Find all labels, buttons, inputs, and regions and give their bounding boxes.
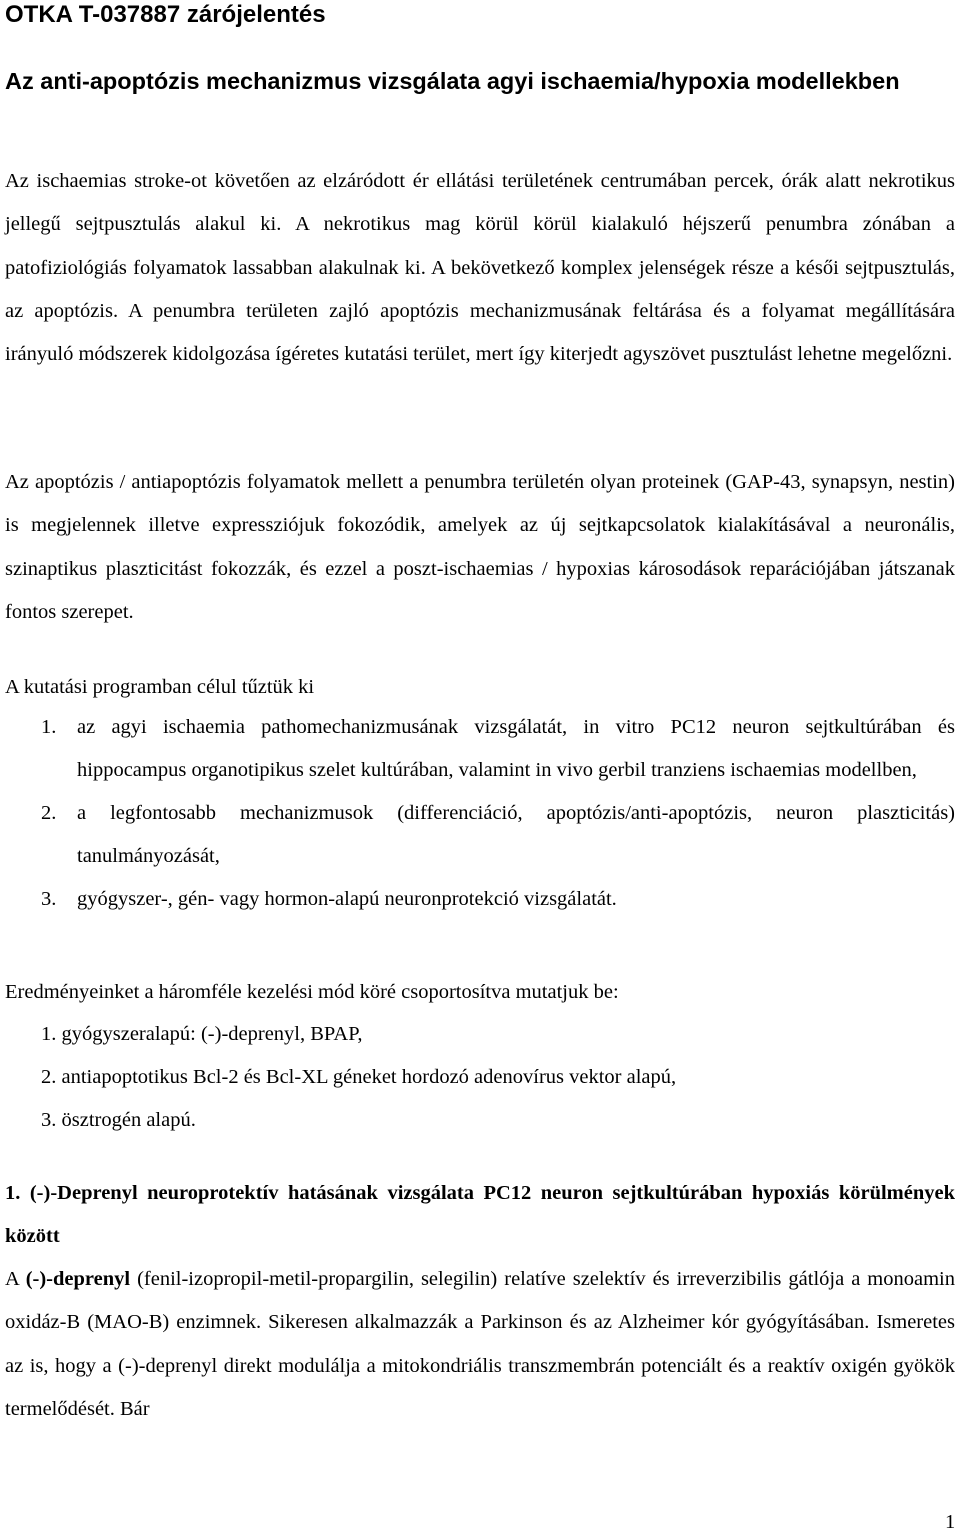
paragraph-body: (fenil-izopropil-metil-propargilin, selegilin) relatíve szelektív és irreverzibilis gátlója a monoamin oxidáz-B (MAO-B) enzimnek. Sikeresen alkalmazzák a Parkinson és az Alzheimer kór gyógyításában. Ismeretes az is, hogy a (-)-deprenyl direkt modulálja a mitokondriális transzmembrán potenciált és a reaktív oxigén gyökök termelődését. Bár [5,1268,955,1420]
paragraph-lead: A [5,1268,26,1290]
list-item: 3. ösztrogén alapú. [41,1109,196,1131]
results-intro: Eredményeinket a háromféle kezelési mód köré csoportosítva mutatjuk be: [5,981,619,1003]
section-heading: 1. (-)-Deprenyl neuroprotektív hatásának vizsgálata PC12 neuron sejtkultúrában hypoxiás körülmények között [5,1182,955,1247]
list-item [5,878,955,921]
list-item [5,792,955,878]
main-heading: Az anti-apoptózis mechanizmus vizsgálata agyi ischaemia/hypoxia modellekben [5,68,900,94]
list-item-number: 2. [41,802,57,824]
goals-list [5,706,955,921]
deprenyl-paragraph [5,1258,955,1431]
report-title: OTKA T-037887 zárójelentés [5,1,326,28]
list-item-text: a legfontosabb mechanizmusok (differenciáció, apoptózis/anti-apoptózis, neuron plaszticitás) tanulmányozását, [77,802,955,867]
list-item [5,706,955,792]
intro-paragraph: Az ischaemias stroke-ot követően az elzáródott ér ellátási területének centrumában percek, órák alatt nekrotikus jellegű sejtpusztulás alakul ki. A nekrotikus mag körül körül kialakuló héjszerű penumbra zónában a patofiziológiás folyamatok lassabban alakulnak ki. A bekövetkező komplex jelenségek része a késői sejtpusztulás, az apoptózis. A penumbra területen zajló apoptózis mechanizmusának feltárása és a folyamat megállítására irányuló módszerek kidolgozása ígéretes kutatási terület, mert így kiterjedt agyszövet pusztulást lehetne megelőzni. [5,170,955,366]
page-number: 1 [945,1511,956,1533]
plasticity-paragraph: Az apoptózis / antiapoptózis folyamatok mellett a penumbra területén olyan proteinek (GAP-43, synapsyn, nestin) is megjelennek illetve expressziójuk fokozódik, amelyek az új sejtkapcsolatok kialakításával a neuronális, szinaptikus plaszticitást fokozzák, és ezzel a poszt-ischaemias / hypoxias károsodások reparációjában játszanak fontos szerepet. [5,471,955,623]
list-item: 1. gyógyszeralapú: (-)-deprenyl, BPAP, [41,1023,363,1045]
list-item-number: 3. [41,888,57,910]
list-item-text: gyógyszer-, gén- vagy hormon-alapú neuronprotekció vizsgálatát. [77,888,617,910]
list-item: 2. antiapoptotikus Bcl-2 és Bcl-XL géneket hordozó adenovírus vektor alapú, [41,1066,677,1088]
list-item-number: 1. [41,716,57,738]
bold-term: (-)-deprenyl [25,1268,131,1290]
results-list [41,1013,676,1142]
list-item-text: az agyi ischaemia pathomechanizmusának vizsgálatát, in vitro PC12 neuron sejtkultúrában és hippocampus organotipikus szelet kultúrában, valamint in vivo gerbil tranziens ischaemias modellben, [77,716,955,781]
goals-intro: A kutatási programban célul tűztük ki [5,676,315,698]
